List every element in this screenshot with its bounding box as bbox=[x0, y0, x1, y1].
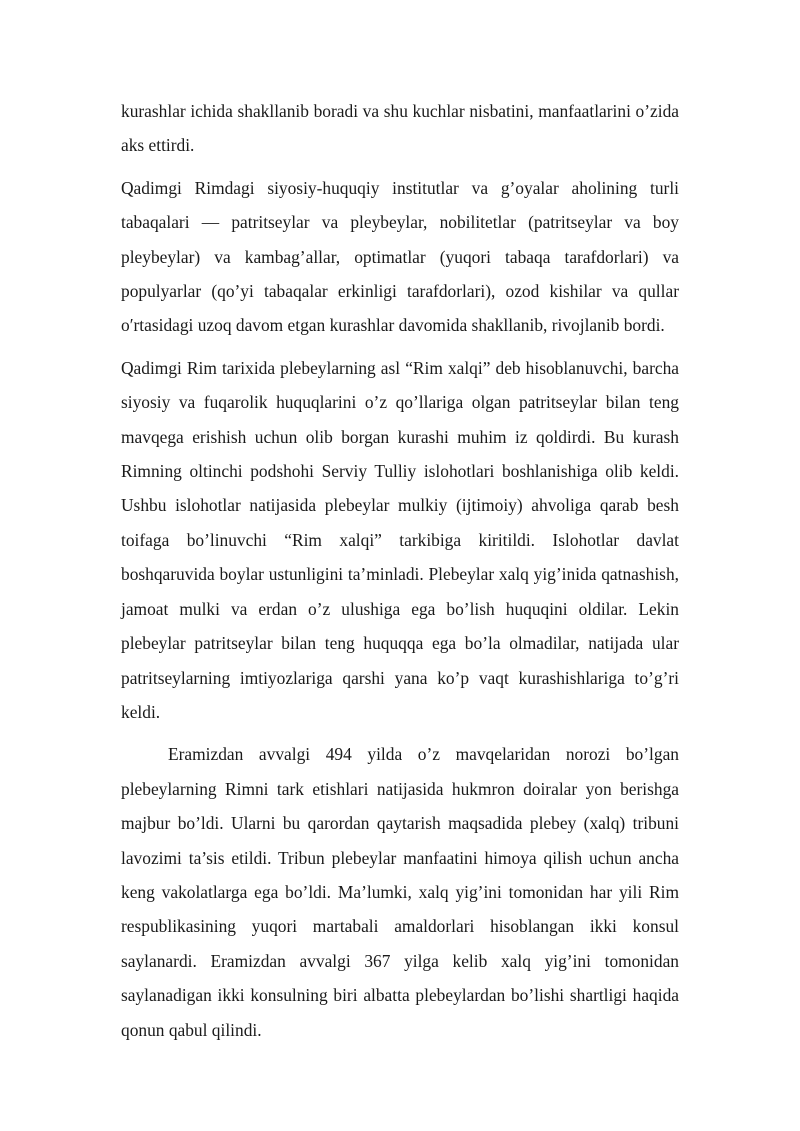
paragraph-plebeians-struggle: Qadimgi Rim tarixida plebeylarning asl “Rim xalqi” deb hisoblanuvchi, barcha siyosiy va fuqarolik huquqlarini o’z qo’llariga olgan patritseylar bilan teng mavqega erishish uchun olib borgan kurashi muhim iz qoldirdi. Bu kurash Rimning oltinchi podshohi Serviy Tulliy islohotlari boshlanishiga olib keldi. Ushbu islohotlar natijasida plebeylar mulkiy (ijtimoiy) ahvoliga qarab besh toifaga bo’linuvchi “Rim xalqi” tarkibiga kiritildi. Islohotlar davlat boshqaruvida boylar ustunligini ta’minladi. Plebeylar xalq yig’inida qatnashish, jamoat mulki va erdan o’z ulushiga ega bo’lish huquqini oldilar. Lekin plebeylar patritseylar bilan teng huquqqa ega bo’la olmadilar, natijada ular patritseylarning imtiyozlariga qarshi yana ko’p vaqt kurashishlariga to’g’ri keldi. bbox=[121, 357, 679, 722]
paragraph-institutions: Qadimgi Rimdagi siyosiy-huquqiy institutlar va g’oyalar aholining turli tabaqalari — patritseylar va pleybeylar, nobilitetlar (patritseylar va boy pleybeylar) va kambag’allar, optimatlar (yuqori tabaqa tarafdorlari) va populyarlar (qo’yi tabaqalar erkinligi tarafdorlari), ozod kishilar va qullar o′rtasidagi uzoq davom etgan kurashlar davomida shakllanib, rivojlanib bordi. bbox=[121, 177, 679, 336]
paragraph-continuation: kurashlar ichida shakllanib boradi va shu kuchlar nisbatini, manfaatlarini o’zida aks ettirdi. bbox=[121, 101, 679, 156]
document-page bbox=[121, 94, 679, 1055]
paragraph-tribune: Eramizdan avvalgi 494 yilda o’z mavqelaridan norozi bo’lgan plebeylarning Rimni tark etishlari natijasida hukmron doiralar yon berishga majbur bo’ldi. Ularni bu qarordan qaytarish maqsadida plebey (xalq) tribuni lavozimi ta’sis etildi. Tribun plebeylar manfaatini himoya qilish uchun ancha keng vakolatlarga ega bo’ldi. Ma’lumki, xalq yig’ini tomonidan har yili Rim respublikasining yuqori martabali amaldorlari hisoblangan ikki konsul saylanardi. Eramizdan avvalgi 367 yilga kelib xalq yig’ini tomonidan saylanadigan ikki konsulning biri albatta plebeylardan bo’lishi shartligi haqida qonun qabul qilindi. bbox=[121, 744, 679, 1040]
